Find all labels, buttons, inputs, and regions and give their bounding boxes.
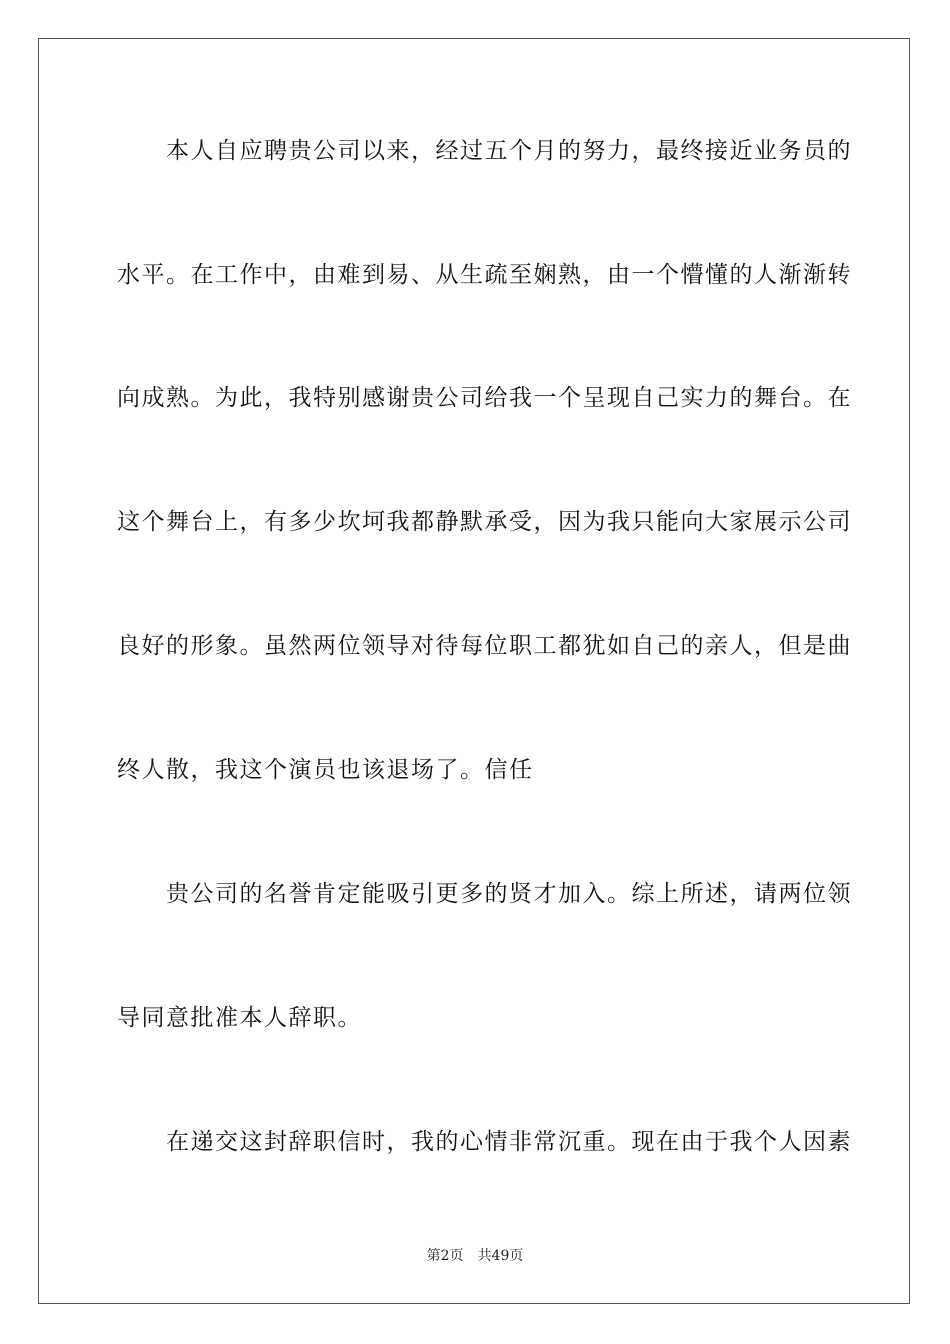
text-line: 贵公司的名誉肯定能吸引更多的贤才加入。综上所述，请两位领 [117, 881, 852, 907]
page-total: 共49页 [477, 1248, 524, 1264]
page-frame [38, 38, 910, 1304]
text-line: 导同意批准本人辞职。 [117, 1005, 362, 1031]
text-line: 水平。在工作中，由难到易、从生疏至娴熟，由一个懵懂的人渐渐转 [117, 262, 852, 288]
text-line: 在递交这封辞职信时，我的心情非常沉重。现在由于我个人因素 [117, 1129, 852, 1155]
text-line: 向成熟。为此，我特别感谢贵公司给我一个呈现自己实力的舞台。在 [117, 385, 852, 411]
page-number: 第2页 [426, 1248, 464, 1264]
text-line: 本人自应聘贵公司以来，经过五个月的努力，最终接近业务员的 [117, 138, 852, 164]
page-footer [0, 1247, 950, 1265]
text-line: 终人散，我这个演员也该退场了。信任 [117, 757, 534, 783]
text-line: 这个舞台上，有多少坎坷我都静默承受，因为我只能向大家展示公司 [117, 509, 852, 535]
text-line: 良好的形象。虽然两位领导对待每位职工都犹如自己的亲人，但是曲 [117, 633, 852, 659]
